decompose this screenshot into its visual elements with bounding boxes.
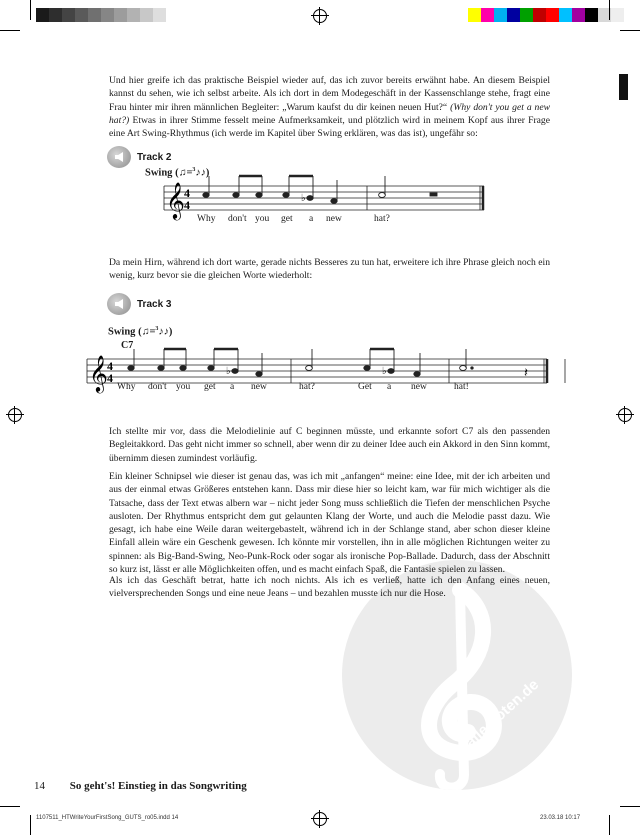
half-note: [379, 193, 386, 198]
registration-mark-left: [8, 408, 22, 422]
note: [307, 196, 313, 201]
flat-sign: ♭: [301, 193, 306, 204]
flat-sign: ♭: [226, 366, 231, 377]
crop-mark: [620, 806, 640, 807]
dot: [471, 367, 473, 369]
crop-mark: [0, 806, 20, 807]
paragraph-text: Und hier greife ich das praktische Beispiel wieder auf, das ich zuvor bereits erwähnt habe. An diesem Beispiel kannst du sehen, wie ich selbst arbeite. Als ich dort in dem Modegeschäft in der Kassenschlange stehe, fragt eine Frau hinter mir ihren männlichen Begleiter: „Warum kaufst du dir keinen neuen Hut?“: [109, 75, 550, 113]
slug-file-info: 1107511_HTWriteYourFirstSong_GUTS_ro05.indd 14: [36, 815, 179, 821]
crop-mark: [30, 0, 31, 20]
time-signature-top: 4: [184, 186, 190, 200]
crop-mark: [0, 30, 20, 31]
speaker-icon: [107, 146, 131, 168]
color-swatch: [494, 8, 507, 22]
registration-mark-right: [618, 408, 632, 422]
note: [158, 366, 164, 371]
note: [283, 193, 289, 198]
color-swatch: [520, 8, 533, 22]
equals-sign: =: [149, 326, 156, 338]
page-number: 14: [34, 780, 45, 792]
note: [331, 199, 337, 204]
lyric: you: [255, 214, 270, 224]
lyric: Why: [117, 382, 136, 392]
gray-swatch: [114, 8, 127, 22]
treble-clef-icon: 𝄞: [89, 354, 108, 392]
lyric: hat?: [374, 214, 390, 224]
note: [388, 369, 394, 374]
gray-swatch: [127, 8, 140, 22]
swing-label: Swing: [108, 326, 136, 338]
watermark-text: alle-noten.de: [462, 676, 543, 751]
flat-sign: ♭: [382, 366, 387, 377]
lyric: hat?: [299, 382, 315, 392]
paragraph-text: Etwas in ihrer Stimme fesselt meine Aufmerksamkeit, und plötzlich wird in meinem Kopf aus ihrer Frage eine Art Swing-Rhythmus (ich werde im Kapitel über Swing erklären, was das ist), ungefähr so:: [109, 114, 550, 140]
half-note: [306, 366, 313, 371]
crop-mark: [30, 815, 31, 835]
lyric: new: [411, 382, 427, 392]
track-2-header: [107, 146, 171, 168]
note: [208, 366, 214, 371]
slug-date: 23.03.18 10:17: [540, 815, 581, 821]
staff-track-3: [87, 353, 547, 403]
triplet-number: 3: [155, 326, 159, 332]
note: [203, 193, 209, 198]
chapter-tab: [619, 74, 628, 100]
time-signature-bottom: 4: [107, 371, 113, 385]
lyric: Why: [197, 214, 216, 224]
crop-mark: [609, 815, 610, 835]
gray-swatch: [88, 8, 101, 22]
paragraph-snippet: Ein kleiner Schnipsel wie dieser ist genau das, was ich mit „anfangen“ meine: eine Idee, mit der ich arbeiten und aus der einmal etwas Größeres entstehen kann. Dass mir diese hier so leicht kam, war für mich wichtiger als die Tatsache, dass der Text etwas albern war – nicht jeder Song muss schließlich die Tiefen der menschlichen Psyche ausloten. Der Rhythmus entspricht dem gut gelaunten Klang der Worte, und auch die Melodie passt dazu. Wie gesagt, ich habe eine Weile daran weitergebastelt, während ich in der Schlange stand, aber schon dieser kleine Einfall allein wäre ein Geschenk gewesen. Ich könnte mir vorstellen, ihn in alle möglichen Richtungen weiter zu spinnen: als Big-Band-Swing, Neo-Punk-Rock oder sogar als ironische Pop-Ballade. Dadurch, dass der Abschnitt so kurz ist, lässt er alle Möglichkeiten offen, und es macht einfach Spaß, die Fantasie spielen zu lassen.: [109, 471, 550, 576]
color-swatch: [611, 8, 624, 22]
gray-swatch: [49, 8, 62, 22]
lyric: you: [176, 382, 191, 392]
note: [414, 372, 420, 377]
time-signature-top: 4: [107, 359, 113, 373]
note: [180, 366, 186, 371]
swing-marking: Swing (♫=$^3$♪♪): [108, 326, 173, 338]
paren: (: [138, 326, 142, 338]
cmyk-color-bar: [468, 8, 624, 22]
color-swatch: [481, 8, 494, 22]
note: [128, 366, 134, 371]
equals-sign: =: [186, 167, 193, 179]
page-footer: [34, 780, 247, 792]
note: [232, 369, 238, 374]
gray-swatch: [140, 8, 153, 22]
registration-mark-bottom: [313, 812, 327, 826]
color-swatch: [533, 8, 546, 22]
gray-swatch: [75, 8, 88, 22]
lyric: a: [387, 382, 392, 392]
paren: ): [205, 167, 210, 179]
note: [256, 372, 262, 377]
track-3-header: [107, 293, 171, 315]
note: [256, 193, 262, 198]
paren: (: [175, 167, 179, 179]
dotted-half-note: [460, 366, 467, 371]
paragraph-ending: Als ich das Geschäft betrat, hatte ich noch nichts. Als ich es verließ, hatte ich den Anfang eines neuen, vielversprechenden Songs und eine neue Jeans – und bezahlen musste ich nur die Hose.: [109, 575, 550, 600]
lyric: Get: [358, 382, 372, 392]
lyric: new: [251, 382, 267, 392]
quarter-rest: 𝄽: [524, 365, 528, 380]
triplet-number: 3: [192, 167, 196, 173]
gray-swatch: [62, 8, 75, 22]
color-swatch: [507, 8, 520, 22]
swing-label: Swing: [145, 167, 173, 179]
crop-mark: [620, 30, 640, 31]
note: [364, 366, 370, 371]
paren: ): [168, 326, 173, 338]
lyric: get: [204, 382, 216, 392]
track-label: Track 2: [137, 151, 172, 163]
color-swatch: [468, 8, 481, 22]
grayscale-color-bar: [36, 8, 166, 22]
lyric: a: [309, 214, 314, 224]
color-swatch: [559, 8, 572, 22]
paragraph-phrase: Da mein Hirn, während ich dort warte, gerade nichts Besseres zu tun hat, erweitere ich ihre Phrase gleich noch ein wenig, kurz bevor sie die gleichen Worte wiederholt:: [109, 257, 550, 282]
lyric: get: [281, 214, 293, 224]
paragraph-chord: Ich stellte mir vor, dass die Melodielinie auf C beginnen müsste, und erkannte sofort C7 als den passenden Begleitakkord. Das geht nicht immer so schnell, aber wenn dir zu deiner Idee auch ein Akkord in den Sinn kommt, übernimm diesen zumindest vorläufig.: [109, 426, 550, 464]
running-title: So geht's! Einstieg in das Songwriting: [69, 780, 247, 792]
color-swatch: [585, 8, 598, 22]
paragraph-italic-text: (Why don't you get a new hat?): [109, 101, 551, 126]
gray-swatch: [101, 8, 114, 22]
note: [233, 193, 239, 198]
registration-mark-top: [313, 9, 327, 23]
color-swatch: [572, 8, 585, 22]
swing-marking: Swing (♫=$^3$♪♪): [145, 167, 210, 179]
lyric: don't: [228, 214, 247, 224]
crop-mark: [609, 0, 610, 20]
lyric: new: [326, 214, 342, 224]
time-signature-bottom: 4: [184, 198, 190, 212]
color-swatch: [546, 8, 559, 22]
lyric: hat!: [454, 382, 469, 392]
paragraph-intro: [109, 74, 550, 140]
half-rest: [430, 193, 437, 196]
gray-swatch: [153, 8, 166, 22]
chord-symbol: C7: [121, 340, 134, 351]
lyric: a: [230, 382, 235, 392]
gray-swatch: [36, 8, 49, 22]
speaker-icon: [107, 293, 131, 315]
treble-clef-icon: 𝄞: [166, 181, 185, 219]
track-label: Track 3: [137, 298, 172, 310]
lyric: don't: [148, 382, 167, 392]
